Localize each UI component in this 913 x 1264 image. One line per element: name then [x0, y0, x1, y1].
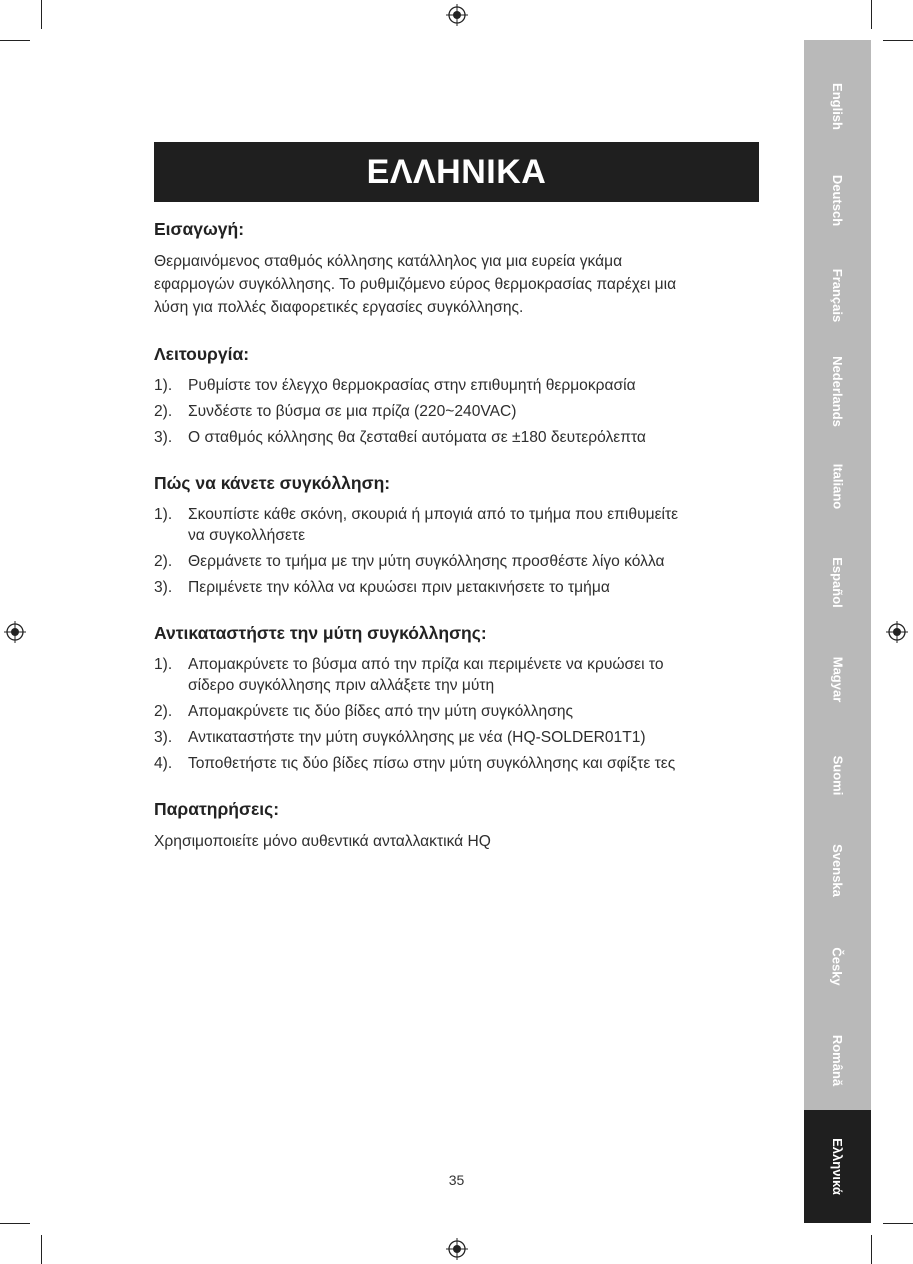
list-line: Ο σταθμός κόλλησης θα ζεσταθεί αυτόματα σε ±180 δευτερόλεπτα — [188, 429, 646, 446]
list-line: Συνδέστε το βύσμα σε μια πρίζα (220~240VAC) — [188, 403, 517, 420]
list-text — [188, 551, 759, 572]
list-number: 3). — [154, 579, 173, 596]
list-line: σίδερο συγκόλλησης πριν αλλάξετε την μύτη — [188, 677, 495, 694]
list-item — [154, 427, 759, 448]
tab-espanol[interactable] — [804, 532, 871, 633]
tab-francais[interactable] — [804, 245, 871, 346]
list-text — [188, 654, 759, 696]
section-heading: Πώς να κάνετε συγκόλληση: — [154, 473, 391, 493]
tab-magyar[interactable] — [804, 629, 871, 730]
section-heading: Παρατηρήσεις: — [154, 799, 280, 819]
list-line: Απομακρύνετε τις δύο βίδες από την μύτη συγκόλλησης — [188, 703, 574, 720]
main-content — [154, 218, 759, 877]
section-heading: Εισαγωγή: — [154, 219, 245, 239]
list-item — [154, 375, 759, 396]
numbered-list — [154, 375, 759, 448]
paragraph-line: Χρησιμοποιείτε μόνο αυθεντικά ανταλλακτικά HQ — [154, 833, 491, 850]
tab-label: Deutsch — [829, 174, 845, 227]
crop-mark — [883, 40, 913, 41]
registration-mark-icon — [446, 1238, 468, 1260]
tab-romana[interactable] — [804, 1010, 871, 1111]
section-paragraph — [154, 830, 759, 853]
page-number: 35 — [448, 1172, 465, 1188]
registration-mark-icon — [4, 621, 26, 643]
crop-mark — [0, 40, 30, 41]
list-text — [188, 504, 759, 546]
section-introduction — [154, 218, 759, 319]
tab-label: Français — [829, 268, 845, 323]
list-text — [188, 401, 759, 422]
list-item — [154, 753, 759, 774]
list-item — [154, 504, 759, 546]
tab-cesky[interactable] — [804, 916, 871, 1017]
list-text — [188, 701, 759, 722]
list-number: 1). — [154, 377, 173, 394]
list-line: Αντικαταστήστε την μύτη συγκόλλησης με νέα (HQ-SOLDER01T1) — [188, 729, 646, 746]
list-item — [154, 727, 759, 748]
list-item — [154, 654, 759, 696]
list-number: 2). — [154, 703, 173, 720]
tab-svenska[interactable] — [804, 820, 871, 921]
paragraph-line: λύση για πολλές διαφορετικές εργασίες συγκόλλησης. — [154, 299, 524, 316]
list-line: Τοποθετήστε τις δύο βίδες πίσω στην μύτη συγκόλλησης και σφίξτε τες — [188, 755, 676, 772]
tab-english[interactable] — [804, 56, 871, 157]
crop-mark — [883, 1223, 913, 1224]
list-text — [188, 727, 759, 748]
section-heading: Αντικαταστήστε την μύτη συγκόλλησης: — [154, 623, 487, 643]
tab-label: Italiano — [829, 463, 845, 510]
list-number: 2). — [154, 553, 173, 570]
tab-label: Svenska — [829, 844, 845, 897]
tab-nederlands[interactable] — [804, 341, 871, 442]
list-line: να συγκολλήσετε — [188, 527, 306, 544]
section-how-to-solder — [154, 472, 759, 598]
list-text — [188, 427, 759, 448]
list-item — [154, 577, 759, 598]
list-text — [188, 577, 759, 598]
crop-mark — [0, 1223, 30, 1224]
section-replace-tip — [154, 622, 759, 774]
tab-label: English — [829, 83, 845, 130]
tab-label: Magyar — [830, 656, 845, 703]
list-line: Σκουπίστε κάθε σκόνη, σκουριά ή μπογιά από το τμήμα που επιθυμείτε — [188, 506, 679, 523]
crop-mark — [871, 1235, 872, 1264]
list-line: Θερμάνετε το τμήμα με την μύτη συγκόλλησης προσθέστε λίγο κόλλα — [188, 553, 665, 570]
numbered-list — [154, 654, 759, 774]
tab-suomi[interactable] — [804, 725, 871, 826]
tab-deutsch[interactable] — [804, 150, 871, 251]
list-line: Περιμένετε την κόλλα να κρυώσει πριν μετακινήσετε το τμήμα — [188, 579, 610, 596]
page-title: ΕΛΛΗΝΙΚΑ — [154, 142, 759, 202]
tab-ellinika[interactable] — [804, 1110, 871, 1223]
list-text — [188, 753, 759, 774]
tab-label: Ελληνικά — [829, 1138, 845, 1195]
tab-italiano[interactable] — [804, 436, 871, 537]
list-number: 1). — [154, 656, 173, 673]
list-item — [154, 401, 759, 422]
tab-label: Română — [829, 1034, 845, 1087]
list-number: 3). — [154, 729, 173, 746]
section-operation — [154, 343, 759, 448]
section-notes — [154, 798, 759, 853]
tab-label: Nederlands — [830, 356, 845, 427]
language-sidebar — [804, 40, 871, 1223]
list-text — [188, 375, 759, 396]
paragraph-line: Θερμαινόμενος σταθμός κόλλησης κατάλληλος για μια ευρεία γκάμα — [154, 253, 623, 270]
crop-mark — [41, 1235, 42, 1264]
section-heading: Λειτουργία: — [154, 344, 250, 364]
registration-mark-icon — [886, 621, 908, 643]
list-number: 1). — [154, 506, 173, 523]
tab-label: Česky — [830, 947, 845, 986]
registration-mark-icon — [446, 4, 468, 26]
list-item — [154, 551, 759, 572]
list-line: Απομακρύνετε το βύσμα από την πρίζα και περιμένετε να κρυώσει το — [188, 656, 664, 673]
list-number: 2). — [154, 403, 173, 420]
crop-mark — [41, 0, 42, 29]
crop-mark — [871, 0, 872, 29]
list-item — [154, 701, 759, 722]
section-paragraph — [154, 250, 759, 319]
tab-label: Español — [829, 557, 845, 608]
numbered-list — [154, 504, 759, 598]
list-number: 4). — [154, 755, 173, 772]
paragraph-line: εφαρμογών συγκόλλησης. Το ρυθμιζόμενο εύρος θερμοκρασίας παρέχει μια — [154, 276, 677, 293]
tab-label: Suomi — [829, 755, 845, 796]
list-number: 3). — [154, 429, 173, 446]
list-line: Ρυθμίστε τον έλεγχο θερμοκρασίας στην επιθυμητή θερμοκρασία — [188, 377, 636, 394]
